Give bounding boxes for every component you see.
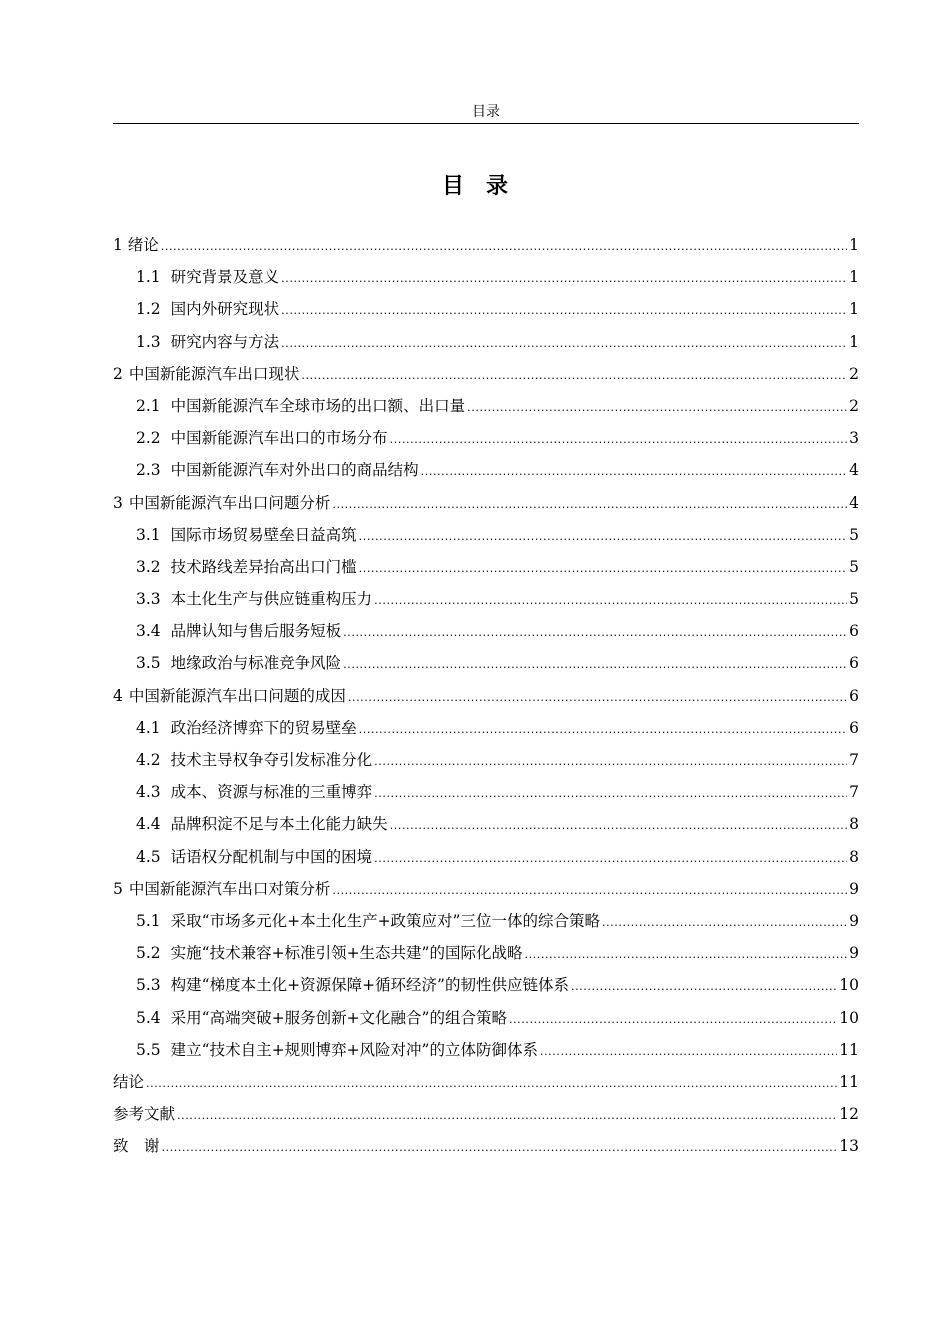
- toc-page-number: 2: [849, 396, 859, 415]
- toc-section-entry[interactable]: [113, 1006, 859, 1038]
- toc-entry-number: 5.1: [136, 911, 161, 930]
- toc-dot-leader: [359, 525, 847, 549]
- page-title: 目 录: [441, 174, 508, 199]
- toc-entry-title: 国际市场贸易壁垒日益高筑: [170, 525, 357, 544]
- toc-entry-number: 4: [113, 686, 123, 705]
- toc-dot-leader: [281, 332, 847, 356]
- toc-entry-number: 5.4: [136, 1008, 161, 1027]
- toc-section-entry[interactable]: [113, 845, 859, 877]
- toc-page-number: 10: [839, 976, 859, 995]
- toc-chapter-entry[interactable]: [113, 1134, 859, 1166]
- toc-entry-number: 2: [113, 364, 123, 383]
- toc-section-entry[interactable]: [113, 555, 859, 587]
- toc-page-number: 3: [849, 429, 859, 448]
- toc-entry-number: 1.3: [136, 332, 161, 351]
- toc-section-entry[interactable]: [113, 330, 859, 362]
- toc-section-entry[interactable]: [113, 265, 859, 297]
- toc-page-number: 1: [849, 332, 859, 351]
- toc-page-number: 11: [839, 1040, 859, 1059]
- toc-entry-number: 1.1: [136, 268, 161, 287]
- toc-entry-number: 4.1: [136, 718, 161, 737]
- toc-entry-title: 研究内容与方法: [170, 332, 280, 351]
- toc-entry-number: 3.3: [136, 590, 161, 609]
- toc-entry-title: 国内外研究现状: [170, 300, 280, 319]
- toc-page-number: 6: [849, 654, 859, 673]
- toc-section-entry[interactable]: [113, 780, 859, 812]
- header-rule: [113, 123, 859, 124]
- toc-page-number: 12: [839, 1105, 859, 1124]
- toc-entry-title: 建立“技术自主+规则博弈+风险对冲”的立体防御体系: [170, 1040, 538, 1059]
- toc-entry-number: 4.3: [136, 783, 161, 802]
- toc-entry-title: 中国新能源汽车出口问题分析: [128, 493, 331, 512]
- toc-dot-leader: [146, 1072, 837, 1096]
- toc-page-number: 7: [849, 783, 859, 802]
- toc-dot-leader: [281, 267, 847, 291]
- toc-entry-title: 1 绪论: [113, 236, 159, 254]
- toc-entry-title: 采取“市场多元化+本土化生产+政策应对”三位一体的综合策略: [170, 911, 600, 930]
- toc-page-number: 8: [849, 815, 859, 834]
- toc-entry-number: 3.5: [136, 654, 161, 673]
- toc-dot-leader: [524, 943, 847, 967]
- toc-entry-title: 研究背景及意义: [170, 268, 280, 287]
- toc-page-number: 13: [839, 1137, 859, 1156]
- toc-entry-number: 3.1: [136, 525, 161, 544]
- toc-entry-title: 构建“梯度本土化+资源保障+循环经济”的韧性供应链体系: [170, 976, 569, 995]
- toc-entry-title: 成本、资源与标准的三重博弈: [170, 783, 373, 802]
- toc-entry-title: 中国新能源汽车出口的市场分布: [170, 429, 388, 448]
- toc-dot-leader: [343, 653, 847, 677]
- toc-entry-title: 话语权分配机制与中国的困境: [170, 847, 373, 866]
- toc-entry-number: 4.4: [136, 815, 161, 834]
- toc-entry-number: 2.1: [136, 396, 161, 415]
- toc-section-entry[interactable]: [113, 1038, 859, 1070]
- toc-section-entry[interactable]: [113, 812, 859, 844]
- toc-page-number: 8: [849, 847, 859, 866]
- toc-section-entry[interactable]: [113, 941, 859, 973]
- toc-page-number: 10: [839, 1008, 859, 1027]
- toc-chapter-entry[interactable]: [113, 1102, 859, 1134]
- toc-page-number: 9: [849, 911, 859, 930]
- toc-entry-title: 技术路线差异抬高出口门槛: [170, 557, 357, 576]
- toc-entry-title: 中国新能源汽车出口对策分析: [128, 879, 331, 898]
- toc-dot-leader: [540, 1040, 837, 1064]
- toc-entry-number: 2.2: [136, 429, 161, 448]
- toc-section-entry[interactable]: [113, 619, 859, 651]
- toc-dot-leader: [343, 621, 847, 645]
- toc-entry-number: 2.3: [136, 461, 161, 480]
- toc-dot-leader: [374, 782, 847, 806]
- toc-dot-leader: [161, 235, 847, 259]
- toc-entry-title: 本土化生产与供应链重构压力: [170, 590, 373, 609]
- toc-page-number: 5: [849, 557, 859, 576]
- toc-dot-leader: [177, 1104, 837, 1128]
- toc-entry-title: 结论: [113, 1072, 145, 1091]
- toc-entry-number: 1.2: [136, 300, 161, 319]
- toc-section-entry[interactable]: [113, 716, 859, 748]
- toc-dot-leader: [509, 1008, 837, 1032]
- toc-chapter-entry[interactable]: [113, 233, 859, 265]
- toc-dot-leader: [571, 975, 837, 999]
- toc-entry-title: 中国新能源汽车全球市场的出口额、出口量: [170, 396, 466, 415]
- toc-page-number: 7: [849, 751, 859, 769]
- running-header: 目录: [472, 104, 500, 120]
- toc-page-number: 5: [849, 590, 859, 609]
- toc-section-entry[interactable]: [113, 394, 859, 426]
- toc-dot-leader: [162, 1136, 838, 1160]
- toc-chapter-entry[interactable]: [113, 491, 859, 523]
- toc-entry-number: 4.2: [136, 751, 161, 769]
- toc-entry-number: 3.2: [136, 557, 161, 576]
- toc-entry-title: 采用“高端突破+服务创新+文化融合”的组合策略: [170, 1008, 507, 1027]
- toc-entry-title: 中国新能源汽车出口现状: [128, 364, 300, 383]
- toc-dot-leader: [390, 428, 847, 452]
- toc-section-entry[interactable]: [113, 651, 859, 683]
- toc-page-number: 4: [849, 493, 859, 512]
- toc-dot-leader: [467, 396, 847, 420]
- toc-entry-number: 5.3: [136, 976, 161, 995]
- toc-entry-title: 中国新能源汽车对外出口的商品结构: [170, 461, 419, 480]
- toc-dot-leader: [374, 589, 847, 613]
- toc-dot-leader: [301, 364, 847, 388]
- toc-entry-title: 政治经济博弈下的贸易壁垒: [170, 718, 357, 737]
- toc-page-number: 1: [849, 236, 859, 254]
- toc-page-number: 1: [849, 268, 859, 287]
- toc-entry-number: 4.5: [136, 847, 161, 866]
- toc-page-number: 5: [849, 525, 859, 544]
- toc-page-number: 4: [849, 461, 859, 480]
- toc-entry-number: 5.2: [136, 944, 161, 963]
- toc-chapter-entry[interactable]: [113, 362, 859, 394]
- toc-page-number: 9: [849, 944, 859, 963]
- toc-entry-number: 5: [113, 879, 123, 898]
- toc-entry-title: 品牌积淀不足与本土化能力缺失: [170, 815, 388, 834]
- toc-entry-title: 参考文献: [113, 1105, 176, 1124]
- toc-section-entry[interactable]: [113, 973, 859, 1005]
- toc-dot-leader: [359, 718, 847, 742]
- toc-chapter-entry[interactable]: [113, 1070, 859, 1102]
- toc-section-entry[interactable]: [113, 523, 859, 555]
- toc-section-entry[interactable]: [113, 426, 859, 458]
- toc-entry-number: 3: [113, 493, 123, 512]
- toc-section-entry[interactable]: [113, 587, 859, 619]
- toc-dot-leader: [374, 750, 847, 774]
- toc-section-entry[interactable]: [113, 748, 859, 780]
- table-of-contents: [113, 233, 859, 1166]
- toc-entry-number: 3.4: [136, 622, 161, 641]
- toc-dot-leader: [348, 686, 847, 710]
- toc-dot-leader: [281, 299, 847, 323]
- toc-page-number: 6: [849, 686, 859, 705]
- toc-page-number: 9: [849, 879, 859, 898]
- toc-entry-number: 5.5: [136, 1040, 161, 1059]
- toc-page-number: 11: [839, 1072, 859, 1091]
- toc-entry-title: 实施“技术兼容+标准引领+生态共建”的国际化战略: [170, 944, 523, 963]
- toc-page-number: 2: [849, 364, 859, 383]
- toc-chapter-entry[interactable]: [113, 877, 859, 909]
- toc-dot-leader: [421, 460, 847, 484]
- toc-entry-title: 致 谢: [113, 1137, 160, 1156]
- toc-entry-title: 品牌认知与售后服务短板: [170, 622, 342, 641]
- toc-dot-leader: [332, 879, 847, 903]
- toc-dot-leader: [374, 847, 847, 871]
- toc-entry-title: 技术主导权争夺引发标准分化: [170, 751, 373, 769]
- toc-entry-title: 中国新能源汽车出口问题的成因: [128, 686, 346, 705]
- toc-dot-leader: [359, 557, 847, 581]
- toc-section-entry[interactable]: [113, 458, 859, 490]
- toc-dot-leader: [332, 493, 847, 517]
- toc-page-number: 6: [849, 718, 859, 737]
- toc-page-number: 6: [849, 622, 859, 641]
- toc-section-entry[interactable]: [113, 297, 859, 329]
- toc-page-number: 1: [849, 300, 859, 319]
- toc-dot-leader: [602, 911, 847, 935]
- toc-section-entry[interactable]: [113, 909, 859, 941]
- toc-chapter-entry[interactable]: [113, 684, 859, 716]
- toc-entry-title: 地缘政治与标准竞争风险: [170, 654, 342, 673]
- toc-dot-leader: [390, 814, 847, 838]
